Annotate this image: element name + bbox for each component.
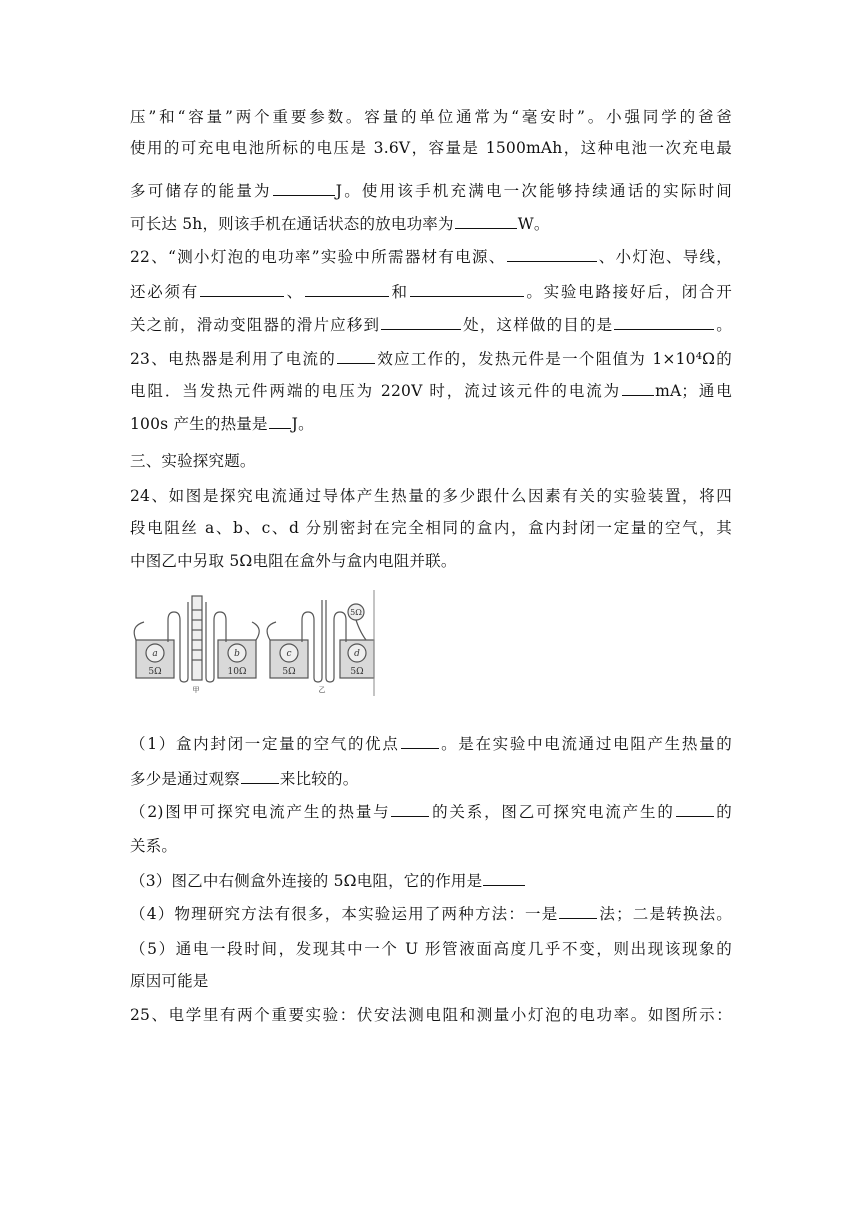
text-line-9 xyxy=(130,381,732,401)
text-segment: 的 xyxy=(714,803,732,821)
text-line-6 xyxy=(130,282,732,302)
text-segment: J。使用该手机充满电一次能够持续通话的实际时间 xyxy=(335,182,732,200)
caption-jia: 甲 xyxy=(192,686,200,694)
text-line-10 xyxy=(130,414,732,434)
text-line-7 xyxy=(130,315,732,335)
answer-blank[interactable] xyxy=(381,315,461,330)
answer-blank[interactable] xyxy=(455,214,517,229)
label-a-r: 5Ω xyxy=(148,667,162,677)
text-segment: 。 xyxy=(715,316,732,334)
text-line-18: 关系。 xyxy=(130,837,178,855)
text-segment: 和 xyxy=(389,283,409,301)
text-segment: 。实验电路接好后，闭合开 xyxy=(524,283,732,301)
text-line-17 xyxy=(130,802,732,822)
answer-blank[interactable] xyxy=(305,282,389,297)
text-line-5 xyxy=(130,247,732,267)
text-segment: 100s 产生的热量是 xyxy=(130,415,268,433)
text-line-19 xyxy=(130,871,732,891)
answer-blank[interactable] xyxy=(622,381,654,396)
text-segment: 23、电热器是利用了电流的 xyxy=(130,350,337,368)
text-line-23: 25、电学里有两个重要实验：伏安法测电阻和测量小灯泡的电功率。如图所示： xyxy=(130,1006,732,1024)
label-d-r: 5Ω xyxy=(350,667,364,677)
text-line-12: 24、如图是探究电流通过导体产生热量的多少跟什么因素有关的实验装置，将四 xyxy=(130,487,732,505)
text-line-20 xyxy=(130,904,732,924)
text-segment: 电阻．当发热元件两端的电压为 220V 时，流过该元件的电流为 xyxy=(130,382,622,400)
text-segment: （2)图甲可探究电流产生的热量与 xyxy=(130,803,391,821)
text-segment: 可长达 5h，则该手机在通话状态的放电功率为 xyxy=(130,215,454,233)
answer-blank[interactable] xyxy=(273,181,335,196)
label-d: d xyxy=(354,649,360,659)
answer-blank[interactable] xyxy=(410,282,524,297)
answer-blank[interactable] xyxy=(401,734,439,749)
text-segment: （4）物理研究方法有很多，本实验运用了两种方法：一是 xyxy=(130,905,559,923)
text-segment: 处，这样做的目的是 xyxy=(462,316,614,334)
label-b-r: 10Ω xyxy=(227,667,247,677)
text-segment: 多可储存的能量为 xyxy=(130,182,272,200)
text-line-4 xyxy=(130,214,732,234)
text-line-8 xyxy=(130,349,732,369)
answer-blank[interactable] xyxy=(483,871,525,886)
text-line-21: （5）通电一段时间，发现其中一个 U 形管液面高度几乎不变，则出现该现象的 xyxy=(130,940,732,958)
text-segment: 。是在实验中电流通过电阻产生热量的 xyxy=(439,735,732,753)
label-c-r: 5Ω xyxy=(282,667,296,677)
text-segment: 的关系，图乙可探究电流产生的 xyxy=(430,803,675,821)
answer-blank[interactable] xyxy=(559,904,597,919)
text-segment: 、小灯泡、导线， xyxy=(597,248,733,266)
label-external-r: 5Ω xyxy=(350,608,362,617)
text-line-3 xyxy=(130,181,732,201)
text-segment: 关之前，滑动变阻器的滑片应移到 xyxy=(130,316,381,334)
text-segment: 法；二是转换法。 xyxy=(598,905,732,923)
answer-blank[interactable] xyxy=(507,247,597,262)
label-c: c xyxy=(286,649,292,659)
text-line-14: 中图乙中另取 5Ω电阻在盒外与盒内电阻并联。 xyxy=(130,552,457,570)
text-line-22: 原因可能是 xyxy=(130,972,209,990)
section-heading: 三、实验探究题。 xyxy=(130,452,256,470)
answer-blank[interactable] xyxy=(391,802,429,817)
answer-blank[interactable] xyxy=(614,315,714,330)
text-segment: 来比较的。 xyxy=(279,770,359,788)
text-segment: mA；通电 xyxy=(655,382,732,400)
text-segment: 效应工作的，发热元件是一个阻值为 1×10⁴Ω的 xyxy=(376,350,732,368)
text-segment: J。 xyxy=(291,415,314,433)
answer-blank[interactable] xyxy=(200,282,284,297)
text-segment: 多少是通过观察 xyxy=(130,770,240,788)
text-segment: （1）盒内封闭一定量的空气的优点 xyxy=(130,735,400,753)
answer-blank[interactable] xyxy=(676,802,714,817)
answer-blank[interactable] xyxy=(269,414,291,429)
text-segment: 还必须有 xyxy=(130,283,200,301)
experiment-figure xyxy=(130,590,376,696)
text-segment: W。 xyxy=(517,215,550,233)
text-line-15 xyxy=(130,734,732,754)
text-segment: 、 xyxy=(285,283,304,301)
label-a: a xyxy=(152,649,158,659)
caption-yi: 乙 xyxy=(318,686,326,694)
label-b: b xyxy=(234,649,240,659)
text-segment: （3）图乙中右侧盒外连接的 5Ω电阻，它的作用是 xyxy=(130,872,483,890)
text-segment: 22、“测小灯泡的电功率”实验中所需器材有电源、 xyxy=(130,248,506,266)
answer-blank[interactable] xyxy=(241,769,279,784)
text-line-16 xyxy=(130,769,732,789)
text-line-13: 段电阻丝 a、b、c、d 分别密封在完全相同的盒内，盒内封闭一定量的空气，其 xyxy=(130,519,732,537)
text-line-2: 使用的可充电电池所标的电压是 3.6V，容量是 1500mAh，这种电池一次充电最 xyxy=(130,139,732,157)
answer-blank[interactable] xyxy=(337,349,375,364)
text-line-1: 压”和“容量”两个重要参数。容量的单位通常为“毫安时”。小强同学的爸爸 xyxy=(130,108,732,126)
